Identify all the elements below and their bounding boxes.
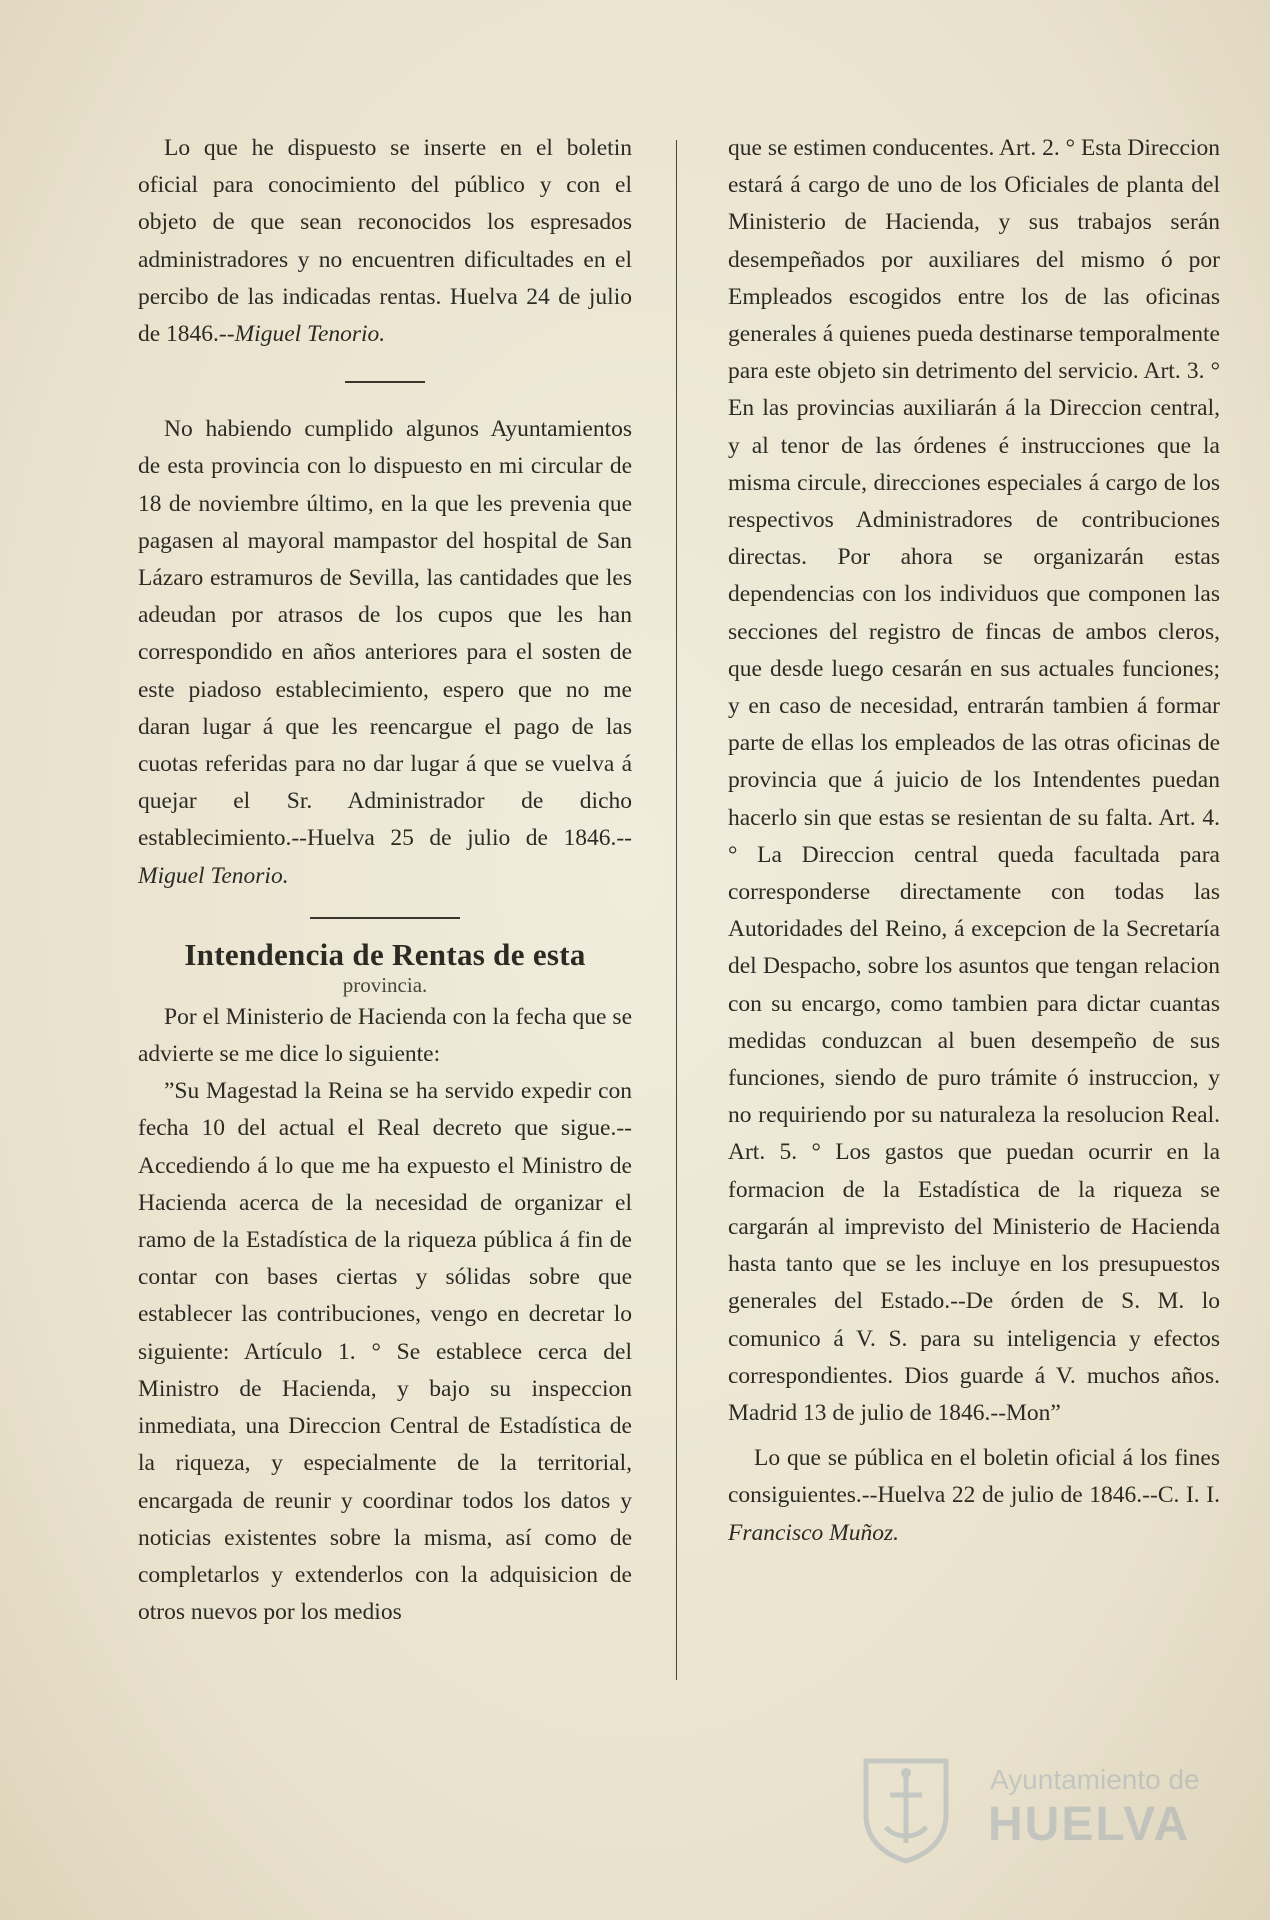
huelva-shield-icon [860, 1755, 952, 1865]
intro-paragraph: Por el Ministerio de Hacienda con la fecha que se advierte se me dice lo siguiente: [138, 1003, 632, 1068]
section-divider [345, 381, 425, 383]
closing-paragraph [728, 1440, 1220, 1552]
watermark [860, 1755, 1240, 1865]
watermark-line-2: HUELVA [988, 1798, 1191, 1851]
signature-tenorio-2: Miguel Tenorio. [138, 862, 289, 889]
notice-paragraph-2 [138, 411, 632, 895]
signature-tenorio-1: Miguel Tenorio. [234, 321, 386, 348]
notice-paragraph-1 [138, 130, 632, 353]
right-column [728, 130, 1220, 1552]
column-divider [676, 140, 677, 1680]
notice-text-2: No habiendo cumplido algunos Ayuntamientos de esta provincia con lo dispuesto en mi circular de 18 de noviembre último, en la que les prevenia que pagasen al mayoral mampastor del hospital de San Lázaro estramuros de Sevilla, las cantidades que les adeudan por atrasos de los cupos que les han correspondido en años anteriores para el sosten de este piadoso establecimiento, espero que no me daran lugar á que les reencargue el pago de las cuotas referidas para no dar lugar á que se vuelva á quejar el Sr. Administrador de dicho establecimiento.--Huelva 25 de julio de 1846.-- [138, 416, 632, 852]
watermark-line-1: Ayuntamiento de [990, 1764, 1200, 1795]
left-column [138, 130, 632, 1631]
section-heading: Intendencia de Rentas de esta [184, 936, 586, 972]
signature-munoz: Francisco Muñoz. [728, 1519, 900, 1546]
notice-text-1: Lo que he dispuesto se inserte en el boletin oficial para conocimiento del público y con el objeto de que sean reconocidos los espresados administradores y no encuentren dificultades en el percibo de las indicadas rentas. Huelva 24 de julio de 1846.-- [138, 135, 632, 348]
decree-paragraph: ”Su Magestad la Reina se ha servido expedir con fecha 10 del actual el Real decreto que sigue.--Accediendo á lo que me ha expuesto el Ministro de Hacienda acerca de la necesidad de organizar el ramo de la Estadística de la riqueza pública á fin de contar con bases ciertas y sólidas sobre que establecer las contribuciones, vengo en decretar lo siguiente: Artículo 1. ° Se establece cerca del Ministro de Hacienda, y bajo su inspeccion inmediata, una Direccion Central de Estadística de la riqueza, y especialmente de la territorial, encargada de reunir y coordinar todos los datos y noticias existentes sobre la misma, así como de completarlos y extenderlos con la adquisicion de otros nuevos por los medios [138, 1078, 632, 1626]
section-subheading: provincia. [342, 972, 428, 997]
section-divider [310, 917, 460, 919]
closing-text: Lo que se pública en el boletin oficial á los fines consiguientes.--Huelva 22 de julio de 1846.--C. I. I. [728, 1445, 1220, 1509]
decree-continuation: que se estimen conducentes. Art. 2. ° Esta Direccion estará á cargo de uno de los Oficiales de planta del Ministerio de Hacienda, y sus trabajos serán desempeñados por auxiliares del mismo ó por Empleados escogidos entre los de las oficinas generales á quienes pueda destinarse temporalmente para este objeto sin detrimento del servicio. Art. 3. ° En las provincias auxiliarán á la Direccion central, y al tenor de las órdenes é instrucciones que la misma circule, direcciones especiales á cargo de los respectivos Administradores de contribuciones directas. Por ahora se organizarán estas dependencias con los individuos que componen las secciones del registro de fincas de ambos cleros, que desde luego cesarán en sus actuales funciones; y en caso de necesidad, entrarán tambien á formar parte de ellas los empleados de las otras oficinas de provincia que á juicio de los Intendentes puedan hacerlo sin que estas se resientan de su falta. Art. 4. ° La Direccion central queda facultada para corresponderse directamente con todas las Autoridades del Reino, á excepcion de la Secretaría del Despacho, sobre los asuntos que tengan relacion con su encargo, como tambien para dictar cuantas medidas conduzcan al buen desempeño de sus funciones, siendo de puro trámite ó instruccion, y no requiriendo por su naturaleza la resolucion Real. Art. 5. ° Los gastos que puedan ocurrir en la formacion de la Estadística de la riqueza se cargarán al imprevisto del Ministerio de Hacienda hasta tanto que se les incluye en los presupuestos generales del Estado.--De órden de S. M. lo comunico á V. S. para su inteligencia y efectos correspondientes. Dios guarde á V. muchos años. Madrid 13 de julio de 1846.--Mon” [728, 135, 1220, 1426]
